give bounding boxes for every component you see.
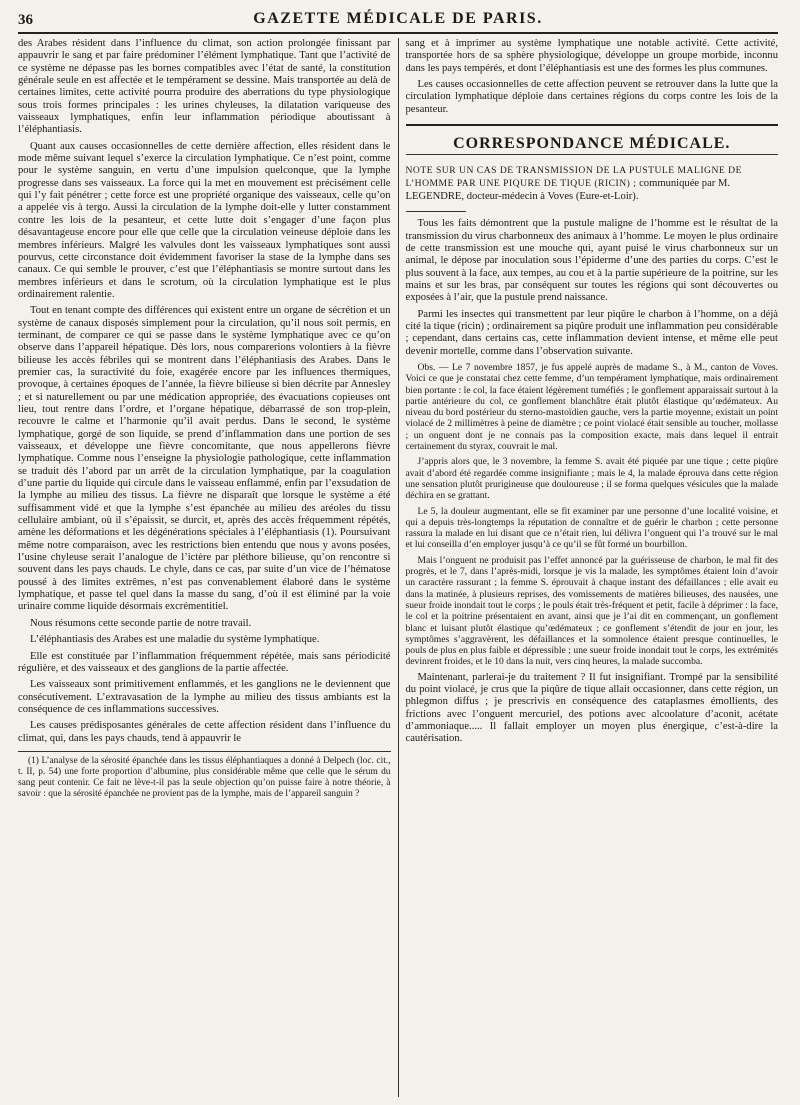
body-columns	[18, 38, 778, 1097]
left-paragraph-3: Tout en tenant compte des différences qui existent entre un organe de sécrétion et un système de canaux disposés simplement pour la circulation, qu’il nous soit permis, en terminant, de comparer ce qui se passe dans le système lymphatique avec ce qu’on observe dans l’appareil hépatique. Dès lors, nous comparerions volontiers à la fièvre bilieuse les accès fébriles qui se montrent dans l’éléphantiasis des Arabes. Dans le premier cas, la suractivité du foie, exagérée encore par les influences thermiques, provoque, à certaines époques de l’année, la fièvre bilieuse si bien décrite par Annesley ; et si naturellement ou par une médication appropriée, des évacuations copieuses ont lieu, tout rentre dans l’ordre, et l’organe hépatique, débarrassé de son trop-plein, recouvre le calme et l’harmonie qu’il avait perdus. Dans le second, le système lymphatique, gorgé de son liquide, se prend d’inflammation dans une portion de ses vaisseaux, et développe une fièvre concomitante, que nous appellerons fièvre lymphatique. Comme nous l’enseigne la physiologie pathologique, cette inflammation se traduit dès l’abord par un arrêt de la circulation lymphatique, par la coagulation d’une partie du liquide qui circule dans le vaisseau enflammé, enfin par l’exsudation de la lymphe au milieu des tissus. La fièvre ne disparaît que lorsque le système a été suffisamment vidé et que la lymphe s’est épanchée au milieu des aréoles du tissu cellulaire ambiant, où il s’épaissit, se durcit, et, après des accès fréquemment répétés, amène les déformations et les dégénérations spéciales à l’éléphantiasis (1). Poursuivant même notre comparaison, avec les restrictions bien entendu que nous y avons posées, l’usine chyleuse serait l’analogue de l’ictère par pléthore bilieuse, qu’on rencontre si souvent dans les pays chauds. Le chyle, dans ce cas, par suite d’un vice de l’hématose poussé à des limites extrêmes, n’est pas convenablement élaboré dans le système lymphatique, et passe tel quel dans la masse du sang, d’où il est éliminé par la voie urinaire comme liquide désormais excrémentitiel.	[18, 305, 391, 613]
section-divider	[406, 124, 779, 126]
left-paragraph-6: Elle est constituée par l’inflammation fréquemment répétée, mais sans périodicité régulière, et des vaisseaux et des ganglions de la partie affectée.	[18, 650, 391, 674]
left-paragraph-5: L’éléphantiasis des Arabes est une maladie du système lymphatique.	[30, 634, 320, 646]
observation-block	[406, 362, 779, 668]
right-paragraph-5: Maintenant, parlerai-je du traitement ? Il fut insignifiant. Trompé par la sensibilité du point violacé, je crus que la piqûre de tique allait occasionner, dans cette région, un phlegmon diffus ; je prescrivis en conséquence des cataplasmes émollients, des frictions avec l’onguent mercuriel, des potions avec alcoolature d’aconit, acétate d’ammoniaque..... Il fallait employer un moyen plus énergique, c’est-à-dire la cautérisation.	[405, 671, 778, 745]
right-paragraph-1: sang et à imprimer au système lymphatique une notable activité. Cette activité, transportée hors de sa sphère physiologique, développe un groupe morbide, inconnu dans les pays tempérés, et dont l’éléphantiasis est une des formes les plus communes.	[405, 38, 778, 74]
right-paragraph-3: Tous les faits démontrent que la pustule maligne de l’homme est le résultat de la transmission du virus charbonneux des animaux à l’homme. Le moyen le plus ordinaire de cette transmission est une mouche qui, ayant puisé le virus charbonneux sur un animal, le dépose par inoculation sous l’épiderme d’une des parties du corps. C’est le plus souvent à la face, aux tempes, au cou et à la partie supérieure de la poitrine, sur les mains et sur les bras, par conséquent sur toutes les régions qui sont découvertes ou exposées à l’air, que la pustule prend naissance.	[405, 218, 778, 304]
observation-paragraph-1: Obs. — Le 7 novembre 1857, je fus appelé auprès de madame S., à M., canton de Voves. Voici ce que je constatai chez cette femme, d’un tempérament lymphatique, mais ordinairement bien portante : le col, la face étaient légèrement tuméfiés ; le gonflement apparaissait surtout à la partie antérieure du col, ce gonflement blanchâtre était plutôt élastique qu’œdémateux. Au niveau du bord postérieur du sterno-mastoïdien gauche, vers la partie moyenne, existait un point violacé de 2 millimètres à peine de diamètre ; ce point violacé était sensible au toucher, mollasse ; un onguent dont je ne connais pas la composition exacte, mais dans lequel il entrait certainement du styrax, couvrait le mal.	[405, 361, 778, 453]
left-paragraph-7: Les vaisseaux sont primitivement enflammés, et les ganglions ne le deviennent que consécutivement. L’extravasation de la lymphe au milieu des tissus ambiants est la conséquence de ces inflammations successives.	[18, 679, 391, 715]
footnote: (1) L’analyse de la sérosité épanchée dans les tissus éléphantiaques a donné à Delpech (loc. cit., t. II, p. 54) une forte proportion d’albumine, plus considérable même que celle que le sérum du sang peut contenir. Ce fait ne lève-t-il pas la seule objection qu’on puisse faire à notre théorie, à savoir : que la sérosité épanchée ne provient pas de la lymphe, mais de l’appareil sanguin ?	[18, 755, 391, 799]
right-paragraph-2: Les causes occasionnelles de cette affection peuvent se retrouver dans la lutte que la circulation lymphatique déploie dans certaines régions du corps contre les lois de la pesanteur.	[405, 79, 778, 115]
article-title	[406, 165, 779, 203]
title-rule	[406, 211, 466, 212]
section-title: CORRESPONDANCE MÉDICALE.	[406, 138, 779, 155]
left-paragraph-8: Les causes prédisposantes générales de cette affection résident dans l’influence du climat, qui, dans les pays chauds, tend à appauvrir le	[18, 720, 391, 744]
article-title-rest: communiquée par M. LEGENDRE, docteur-médecin à Voves (Eure-et-Loir).	[405, 178, 731, 202]
observation-paragraph-4: Mais l’onguent ne produisit pas l’effet annoncé par la guérisseuse de charbon, le mal fit des progrès, et le 7, dans l’après-midi, lorsque je vis la malade, les symptômes étaient loin d’avoir un caractère rassurant ; la femme S. éprouvait à chaque instant des défaillances ; elle avait eu dans la matinée, à plusieurs reprises, des vomissements de matières bilieuses, des nausées, une sueur froide inondait tout le corps ; le pouls était très-fréquent et petit, facile à déprimer : la face, le col et la poitrine présentaient en avant, ainsi que je l’ai dit en commençant, un gonflement blanc et luisant plutôt élastique qu’œdémateux ; ce gonflement s’étendit de jour en jour, les symptômes s’aggravèrent, les défaillances et la somnolence étaient presque continuelles, le pouls de plus en plus faible et dépressible ; une sueur froide inondait tout le corps, les extrémités devinrent froides, et le 10 dans la nuit, vers cinq heures, la malade succomba.	[405, 554, 778, 668]
left-paragraph-4: Nous résumons cette seconde partie de notre travail.	[30, 617, 252, 629]
observation-paragraph-2: J’appris alors que, le 3 novembre, la femme S. avait été piquée par une tique ; cette piqûre avait d’abord été regardée comme insignifiante ; mais le 4, la malade éprouva dans cette région une sensation plutôt prurigineuse que douloureuse ; il se forma quelques vésicules que la malade déchira en se grattant.	[405, 456, 778, 502]
left-column	[18, 38, 398, 1097]
article-title-caps: NOTE SUR UN CAS DE TRANSMISSION DE LA PUSTULE MALIGNE DE L’HOMME PAR UNE PIQURE DE TIQUE (RICIN) ;	[405, 165, 742, 189]
right-column	[399, 38, 779, 1097]
footnote-rule	[18, 751, 391, 752]
observation-paragraph-3: Le 5, la douleur augmentant, elle se fit examiner par une personne d’une localité voisine, et qui a depuis très-longtemps la réputation de connaître et de guérir le charbon ; cette personne rassura la malade en lui disant que ce n’était rien, lui délivra l’onguent qui l’a trouvé sur le mal et lui conseilla d’en employer jusqu’à ce qu’il se fût formé un bourbillon.	[405, 505, 778, 551]
left-paragraph-2: Quant aux causes occasionnelles de cette dernière affection, elles résident dans le mode même suivant lequel s’exerce la circulation lymphatique. Ce n’est point, comme pour le système sanguin, en vertu d’une impulsion quelconque, que la lymphe progresse dans ses vaisseaux. La force qui la met en mouvement est précisément celle qui l’y fait pénétrer ; cette force est une propriété organique des vaisseaux, celle qu’on a appelée vis à tergo. Aussi la circulation de la lymphe doit-elle y lutter constamment contre les lois de la pesanteur, et cette lutte doit s’engager d’une façon plus désavantageuse encore pour elle que celle que la circulation veineuse déploie dans les membres inférieurs. Malgré les valvules dont les vaisseaux lymphatiques sont aussi pourvus, cette circonstance doit évidemment favoriser la stase de la lymphe dans ses canaux. Ce qui semble le prouver, c’est que l’éléphantiasis se montre surtout dans les membres inférieurs et dans le scrotum, où la circulation lymphatique est le plus ordinairement ralentie.	[18, 140, 391, 300]
left-paragraph-1: des Arabes résident dans l’influence du climat, son action prolongée finissant par appauvrir le sang et par faire prédominer l’élément lymphatique. Tant que l’activité de ce système ne dépasse pas les bornes compatibles avec l’état de santé, la constitution générale seule en est affectée et le tempérament se dessine. Mais transportée au delà de certaines limites, cette activité pourra produire des aberrations du type physiologique sous trois formes principales : les urines chyleuses, la dilatation variqueuse des vaisseaux lymphatiques, enfin leur inflammation périodique aboutissant à l’éléphantiasis.	[18, 38, 391, 136]
page-header	[18, 0, 778, 34]
page-number: 36	[18, 12, 33, 28]
right-paragraph-4: Parmi les insectes qui transmettent par leur piqûre le charbon à l’homme, on a déjà cité la tique (ricin) ; ordinairement sa piqûre produit une inflammation peu considérable ; cependant, dans certains cas, cette inflammation devient intense, et même elle peut devenir mortelle, comme dans l’observation suivante.	[405, 308, 778, 357]
journal-title: GAZETTE MÉDICALE DE PARIS.	[253, 10, 543, 27]
